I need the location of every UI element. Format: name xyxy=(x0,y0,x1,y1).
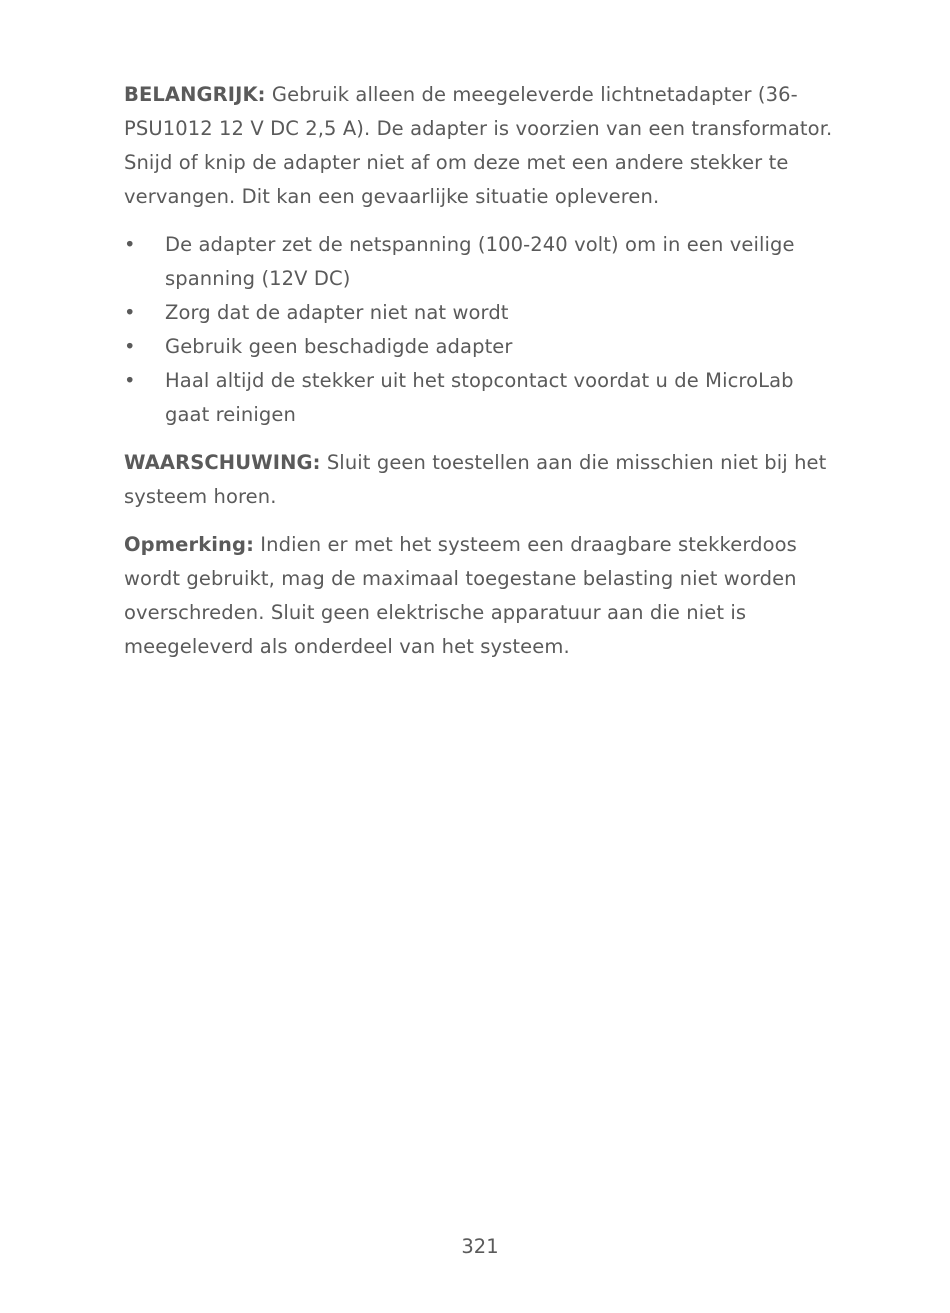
bullet-icon: • xyxy=(124,301,136,324)
bullet-icon: • xyxy=(124,233,136,256)
important-text: Gebruik alleen de meegeleverde lichtnetadapter (36-PSU1012 12 V DC 2,5 A). De adapter is voorzien van een transformator. Snijd of knip de adapter niet af om deze met een andere stekker te vervangen. Dit kan een gevaarlijke situatie opleveren. xyxy=(124,83,833,208)
notice-warning xyxy=(124,446,836,514)
list-item xyxy=(124,364,836,432)
notice-remark xyxy=(124,528,836,664)
notice-important xyxy=(124,78,836,214)
list-item-text: Haal altijd de stekker uit het stopcontact voordat u de MicroLab gaat reinigen xyxy=(165,369,794,426)
remark-label: Opmerking: xyxy=(124,533,254,556)
remark-text: Indien er met het systeem een draagbare stekkerdoos wordt gebruikt, mag de maximaal toegestane belasting niet worden overschreden. Sluit geen elektrische apparatuur aan die niet is meegeleverd als onderdeel van het systeem. xyxy=(124,533,797,658)
bullet-icon: • xyxy=(124,369,136,392)
warning-label: WAARSCHUWING: xyxy=(124,451,321,474)
list-item-text: Zorg dat de adapter niet nat wordt xyxy=(165,301,509,324)
list-item xyxy=(124,330,836,364)
page-number: 321 xyxy=(461,1235,499,1258)
bullet-icon: • xyxy=(124,335,136,358)
list-item-text: Gebruik geen beschadigde adapter xyxy=(165,335,513,358)
list-item xyxy=(124,228,836,296)
important-label: BELANGRIJK: xyxy=(124,83,266,106)
adapter-bullet-list xyxy=(124,228,836,432)
list-item xyxy=(124,296,836,330)
warning-text: Sluit geen toestellen aan die misschien niet bij het systeem horen. xyxy=(124,451,827,508)
list-item-text: De adapter zet de netspanning (100-240 volt) om in een veilige spanning (12V DC) xyxy=(165,233,795,290)
document-body xyxy=(124,78,836,678)
